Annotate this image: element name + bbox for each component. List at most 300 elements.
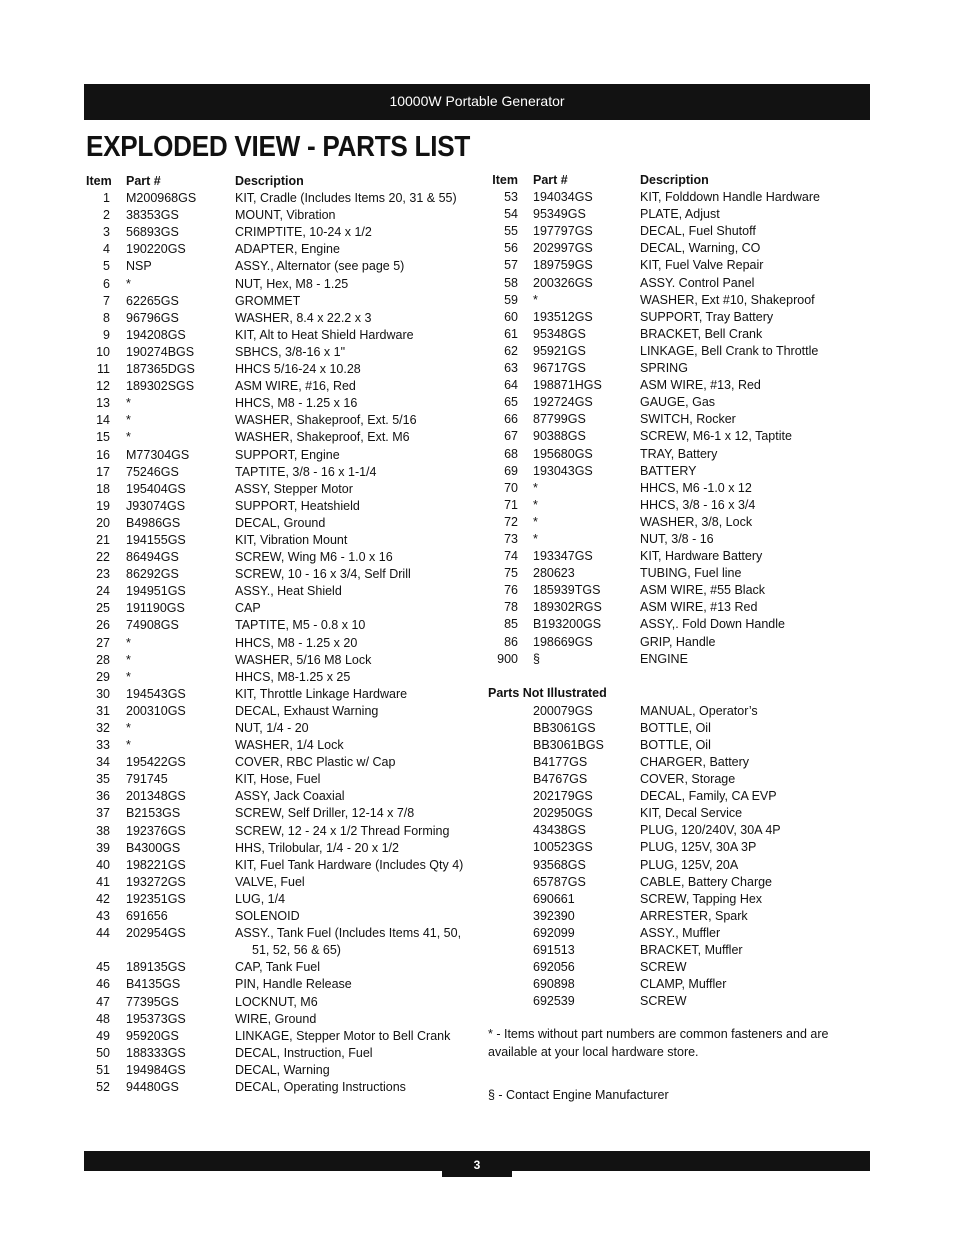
item-number: 9	[103, 327, 110, 342]
part-number: 87799GS	[533, 412, 586, 427]
item-number: 37	[96, 806, 110, 821]
item-number: 46	[96, 977, 110, 992]
table-row	[488, 240, 858, 257]
table-row	[86, 669, 476, 686]
item-number: 33	[96, 738, 110, 753]
part-description: SUPPORT, Engine	[235, 447, 340, 462]
table-row	[488, 599, 858, 616]
table-row	[86, 635, 476, 652]
item-number: 58	[504, 275, 518, 290]
table-row	[488, 737, 858, 754]
item-number: 48	[96, 1011, 110, 1026]
part-number: 56893GS	[126, 225, 179, 240]
table-row	[86, 258, 476, 275]
item-number: 3	[103, 225, 110, 240]
table-row	[86, 959, 476, 976]
table-row	[86, 703, 476, 720]
table-row	[86, 617, 476, 634]
table-row	[488, 651, 858, 668]
part-number: B4177GS	[533, 755, 588, 769]
table-header	[86, 173, 476, 190]
item-number: 65	[504, 395, 518, 410]
table-row	[86, 447, 476, 464]
table-row	[488, 377, 858, 394]
part-description: SUPPORT, Tray Battery	[640, 309, 774, 324]
table-row	[86, 378, 476, 395]
table-row	[488, 548, 858, 565]
part-number: 75246GS	[126, 464, 179, 479]
item-number: 85	[504, 617, 518, 632]
item-number: 74	[504, 549, 518, 564]
table-row	[86, 1062, 476, 1079]
table-row	[86, 686, 476, 703]
part-number: B4986GS	[126, 515, 181, 530]
part-number: B4300GS	[126, 840, 181, 855]
table-row	[488, 582, 858, 599]
part-description: KIT, Decal Service	[640, 806, 743, 821]
part-number: *	[126, 635, 131, 650]
table-row	[86, 788, 476, 805]
item-number: 10	[96, 344, 110, 359]
part-number: 185939TGS	[533, 583, 601, 598]
part-number: NSP	[126, 259, 152, 274]
table-row	[488, 275, 858, 292]
table-row	[86, 412, 476, 429]
item-number: 21	[96, 532, 110, 547]
table-row	[488, 326, 858, 343]
table-row	[488, 446, 858, 463]
table-row	[488, 292, 858, 309]
part-number: 200326GS	[533, 275, 593, 290]
table-row	[86, 754, 476, 771]
part-number: 195404GS	[126, 481, 186, 496]
item-number: 62	[504, 343, 518, 358]
table-row	[86, 874, 476, 891]
column-header-description: Description	[640, 173, 709, 187]
part-number: 86292GS	[126, 567, 179, 582]
part-description: LOCKNUT, M6	[235, 994, 318, 1009]
table-row	[86, 891, 476, 908]
table-row	[488, 343, 858, 360]
part-number: 194951GS	[126, 584, 186, 599]
item-number: 86	[504, 634, 518, 649]
item-number: 39	[96, 840, 110, 855]
part-description: KIT, Alt to Heat Shield Hardware	[235, 327, 414, 342]
table-row	[86, 737, 476, 754]
part-description: NUT, Hex, M8 - 1.25	[235, 276, 349, 291]
item-number: 11	[97, 362, 110, 377]
part-description: KIT, Fuel Valve Repair	[640, 258, 764, 273]
part-number: 191190GS	[126, 601, 185, 616]
part-description: NUT, 3/8 - 16	[640, 531, 714, 546]
part-description: BATTERY	[640, 463, 697, 478]
table-row	[488, 634, 858, 651]
part-description: BRACKET, Bell Crank	[640, 326, 763, 341]
table-row	[488, 257, 858, 274]
table-row	[488, 788, 858, 805]
table-row	[86, 464, 476, 481]
item-number: 5	[103, 259, 110, 274]
table-row	[488, 531, 858, 548]
item-number: 63	[504, 361, 518, 376]
part-description: BOTTLE, Oil	[640, 720, 711, 735]
part-description: KIT, Hose, Fuel	[235, 772, 321, 787]
table-row-continuation	[86, 942, 476, 959]
part-description: WIRE, Ground	[235, 1011, 317, 1026]
part-number: 93568GS	[533, 857, 586, 872]
item-number: 29	[96, 669, 110, 684]
part-description: SBHCS, 3/8-16 x 1"	[235, 344, 346, 359]
item-number: 40	[96, 857, 110, 872]
part-description: ASSY., Tank Fuel (Includes Items 41, 50,	[235, 926, 462, 941]
table-row	[86, 1079, 476, 1096]
item-number: 72	[504, 514, 518, 529]
part-number: B4135GS	[126, 977, 181, 992]
part-number: 193512GS	[533, 309, 593, 324]
part-number: BB3061BGS	[533, 737, 604, 752]
part-number: 691656	[126, 909, 168, 924]
column-header-item: Item	[492, 173, 518, 187]
table-row	[488, 480, 858, 497]
table-row	[488, 497, 858, 514]
item-number: 68	[504, 446, 518, 461]
part-number: 690898	[533, 977, 575, 992]
part-number: 692539	[533, 994, 575, 1009]
part-number: 392390	[533, 908, 575, 923]
item-number: 52	[96, 1079, 110, 1094]
part-description: SOLENOID	[235, 909, 300, 924]
part-description: KIT, Fuel Tank Hardware (Includes Qty 4)	[235, 857, 464, 872]
column-header-part: Part #	[533, 173, 568, 187]
table-row	[86, 224, 476, 241]
part-number: 200310GS	[126, 703, 186, 718]
part-description: KIT, Hardware Battery	[640, 549, 763, 564]
part-description: KIT, Vibration Mount	[235, 532, 348, 547]
item-number: 6	[103, 276, 110, 291]
part-number: 190274BGS	[126, 344, 195, 359]
part-description: SCREW, Tapping Hex	[640, 891, 763, 906]
part-number: *	[126, 276, 131, 291]
part-description: SPRING	[640, 361, 688, 376]
part-description: COVER, Storage	[640, 772, 736, 787]
part-number: 77395GS	[126, 994, 179, 1009]
table-row	[86, 361, 476, 378]
part-description: WASHER, Ext #10, Shakeproof	[640, 292, 815, 307]
part-description: ASSY., Heat Shield	[235, 584, 342, 599]
table-row	[86, 498, 476, 515]
part-description: PLATE, Adjust	[640, 207, 720, 222]
item-number: 27	[96, 635, 110, 650]
part-description: ASSY, Stepper Motor	[235, 481, 353, 496]
item-number: 59	[504, 292, 518, 307]
part-number: 202179GS	[533, 789, 593, 804]
part-number: 96717GS	[533, 361, 586, 376]
item-number: 41	[96, 874, 110, 889]
part-description: MOUNT, Vibration	[235, 208, 336, 223]
part-number: *	[126, 396, 131, 411]
table-row	[86, 293, 476, 310]
table-row	[86, 908, 476, 925]
table-row	[488, 309, 858, 326]
part-description: WASHER, 8.4 x 22.2 x 3	[235, 310, 372, 325]
table-row	[86, 549, 476, 566]
part-number: 96796GS	[126, 310, 179, 325]
table-row	[488, 189, 858, 206]
table-row	[86, 276, 476, 293]
part-description: ASSY, Jack Coaxial	[235, 789, 345, 804]
table-row	[86, 344, 476, 361]
not-illustrated-title: Parts Not Illustrated	[488, 685, 607, 700]
table-row	[488, 565, 858, 582]
table-row	[488, 703, 858, 720]
column-header-part: Part #	[126, 174, 161, 188]
table-row	[488, 857, 858, 874]
header-bar	[84, 84, 870, 120]
part-number: *	[533, 531, 538, 546]
part-description: WASHER, 5/16 M8 Lock	[235, 652, 372, 667]
part-description: CABLE, Battery Charge	[640, 874, 773, 889]
part-number: 193347GS	[533, 549, 593, 564]
part-description: LUG, 1/4	[235, 891, 286, 906]
part-description: BOTTLE, Oil	[640, 737, 711, 752]
item-number: 50	[96, 1045, 110, 1060]
part-number: *	[126, 652, 131, 667]
part-description: WASHER, 3/8, Lock	[640, 514, 753, 529]
item-number: 60	[504, 309, 518, 324]
part-number: 194984GS	[126, 1062, 186, 1077]
part-number: M77304GS	[126, 447, 190, 462]
part-description: LINKAGE, Stepper Motor to Bell Crank	[235, 1028, 451, 1043]
part-description: GROMMET	[235, 293, 301, 308]
item-number: 47	[96, 994, 110, 1009]
table-row	[488, 771, 858, 788]
part-description: HHCS, M6 -1.0 x 12	[640, 480, 752, 495]
table-row	[86, 925, 476, 942]
item-number: 15	[96, 430, 110, 445]
item-number: 73	[504, 531, 518, 546]
item-number: 53	[504, 190, 518, 205]
item-number: 75	[504, 566, 518, 581]
part-number: B2153GS	[126, 806, 181, 821]
part-description: SCREW	[640, 994, 687, 1009]
table-header	[488, 172, 858, 189]
table-row	[488, 428, 858, 445]
part-number: 95920GS	[126, 1028, 179, 1043]
part-number: 201348GS	[126, 789, 186, 804]
table-row	[86, 532, 476, 549]
part-description: HHCS 5/16-24 x 10.28	[235, 362, 361, 377]
item-number: 43	[96, 909, 110, 924]
part-number: 194208GS	[126, 327, 186, 342]
part-description: GAUGE, Gas	[640, 395, 716, 410]
table-row	[488, 754, 858, 771]
item-number: 18	[96, 481, 110, 496]
table-row	[86, 310, 476, 327]
item-number: 4	[103, 242, 110, 257]
part-number: 65787GS	[533, 874, 586, 889]
table-row	[86, 720, 476, 737]
item-number: 54	[504, 207, 518, 222]
part-number: 195680GS	[533, 446, 593, 461]
table-row	[488, 463, 858, 480]
part-description: DECAL, Fuel Shutoff	[640, 224, 756, 239]
part-number: 198871HGS	[533, 378, 602, 393]
part-number: 202950GS	[533, 806, 593, 821]
part-number: 202954GS	[126, 926, 186, 941]
part-description: ASSY,. Fold Down Handle	[640, 617, 785, 632]
part-number: 195422GS	[126, 755, 186, 770]
part-description: HHCS, 3/8 - 16 x 3/4	[640, 497, 756, 512]
table-row	[86, 976, 476, 993]
table-row	[86, 857, 476, 874]
part-description: ASM WIRE, #55 Black	[640, 583, 766, 598]
part-description: HHCS, M8 - 1.25 x 20	[235, 635, 358, 650]
part-number: J93074GS	[126, 498, 186, 513]
part-description: PLUG, 120/240V, 30A 4P	[640, 823, 781, 838]
table-row	[86, 1045, 476, 1062]
table-row	[488, 874, 858, 891]
item-number: 56	[504, 241, 518, 256]
part-number: 94480GS	[126, 1079, 179, 1094]
part-number: *	[126, 721, 131, 735]
part-description: HHCS, M8-1.25 x 25	[235, 669, 351, 684]
part-description: DECAL, Warning, CO	[640, 241, 761, 256]
part-number: *	[126, 430, 131, 445]
part-number: §	[533, 651, 540, 666]
parts-table-right	[488, 172, 858, 1010]
part-number: 189135GS	[126, 960, 186, 975]
table-row	[488, 616, 858, 633]
table-row	[488, 514, 858, 531]
item-number: 19	[96, 498, 110, 513]
part-description: DECAL, Instruction, Fuel	[235, 1045, 373, 1060]
part-description: KIT, Folddown Handle Hardware	[640, 190, 820, 205]
table-row	[86, 583, 476, 600]
item-number: 61	[504, 326, 518, 341]
part-number: B4767GS	[533, 772, 588, 787]
part-number: *	[533, 480, 538, 495]
part-description: ENGINE	[640, 651, 688, 666]
part-description: ASSY. Control Panel	[640, 275, 755, 290]
part-description: BRACKET, Muffler	[640, 943, 743, 958]
table-row	[488, 805, 858, 822]
page-number: 3	[442, 1151, 512, 1177]
part-number: 197797GS	[533, 224, 593, 239]
part-number: *	[126, 738, 131, 753]
column-header-description: Description	[235, 174, 304, 188]
footnote-engine: § - Contact Engine Manufacturer	[488, 1088, 669, 1102]
table-row	[488, 942, 858, 959]
footnote-fasteners: * - Items without part numbers are common fasteners and are available at your local hardware store.	[488, 1027, 829, 1059]
part-number: *	[533, 292, 538, 307]
part-number: 194543GS	[126, 686, 186, 701]
item-number: 45	[96, 960, 110, 975]
item-number: 23	[96, 567, 110, 582]
table-row	[86, 190, 476, 207]
item-number: 28	[96, 652, 110, 667]
part-number: 194034GS	[533, 190, 593, 205]
item-number: 31	[96, 703, 110, 718]
part-description: CLAMP, Muffler	[640, 977, 727, 992]
part-number: 190220GS	[126, 242, 186, 257]
part-description: VALVE, Fuel	[235, 874, 305, 889]
page-title: EXPLODED VIEW - PARTS LIST	[86, 131, 471, 163]
table-row	[86, 566, 476, 583]
part-number: *	[126, 669, 131, 684]
part-description: SCREW, Wing M6 - 1.0 x 16	[235, 550, 393, 565]
table-row	[86, 1028, 476, 1045]
part-description: GRIP, Handle	[640, 634, 716, 649]
part-description: SCREW, 12 - 24 x 1/2 Thread Forming	[235, 823, 450, 838]
column-header-item: Item	[86, 174, 112, 188]
part-number: 193043GS	[533, 463, 593, 478]
part-description: ASM WIRE, #13 Red	[640, 600, 758, 615]
table-row	[488, 360, 858, 377]
part-description: WASHER, 1/4 Lock	[235, 738, 344, 753]
item-number: 71	[504, 497, 518, 512]
part-description: WASHER, Shakeproof, Ext. M6	[235, 430, 410, 445]
table-row	[488, 839, 858, 856]
part-number: 43438GS	[533, 823, 586, 838]
part-number: 189302SGS	[126, 379, 195, 394]
part-description: DECAL, Exhaust Warning	[235, 703, 379, 718]
item-number: 69	[504, 463, 518, 478]
part-number: 194155GS	[126, 532, 186, 547]
item-number: 51	[96, 1062, 110, 1077]
part-description: SUPPORT, Heatshield	[235, 498, 360, 513]
part-number: 195373GS	[126, 1011, 186, 1026]
part-number: 95348GS	[533, 326, 586, 341]
item-number: 14	[96, 413, 110, 428]
part-description: COVER, RBC Plastic w/ Cap	[235, 755, 396, 770]
item-number: 26	[96, 618, 110, 633]
part-number: 690661	[533, 891, 575, 906]
parts-table-left	[86, 173, 476, 1096]
item-number: 1	[103, 191, 110, 206]
part-description: KIT, Cradle (Includes Items 20, 31 & 55)	[235, 191, 457, 206]
table-row	[86, 395, 476, 412]
item-number: 25	[96, 601, 110, 616]
item-number: 17	[96, 464, 110, 479]
part-description: ASM WIRE, #16, Red	[235, 379, 356, 394]
part-number: 791745	[126, 772, 168, 787]
table-row	[86, 771, 476, 788]
item-number: 13	[96, 396, 110, 411]
part-number: 192351GS	[126, 891, 186, 906]
part-description: CAP	[235, 601, 261, 616]
item-number: 8	[103, 310, 110, 325]
table-row	[86, 805, 476, 822]
item-number: 38	[96, 823, 110, 838]
part-number: 192376GS	[126, 823, 186, 838]
part-number: 187365DGS	[126, 362, 195, 377]
table-row	[86, 823, 476, 840]
table-row	[86, 429, 476, 446]
table-row	[488, 206, 858, 223]
part-description: WASHER, Shakeproof, Ext. 5/16	[235, 413, 417, 428]
table-row	[488, 925, 858, 942]
item-number: 22	[96, 550, 110, 565]
part-description: SCREW, M6-1 x 12, Taptite	[640, 429, 792, 444]
item-number: 42	[96, 891, 110, 906]
header-title: 10000W Portable Generator	[389, 93, 565, 109]
item-number: 57	[504, 258, 518, 273]
part-description: KIT, Throttle Linkage Hardware	[235, 686, 408, 701]
part-number: 691513	[533, 943, 575, 958]
part-number: 74908GS	[126, 618, 179, 633]
part-description: TUBING, Fuel line	[640, 566, 742, 581]
part-number: 200079GS	[533, 703, 593, 718]
